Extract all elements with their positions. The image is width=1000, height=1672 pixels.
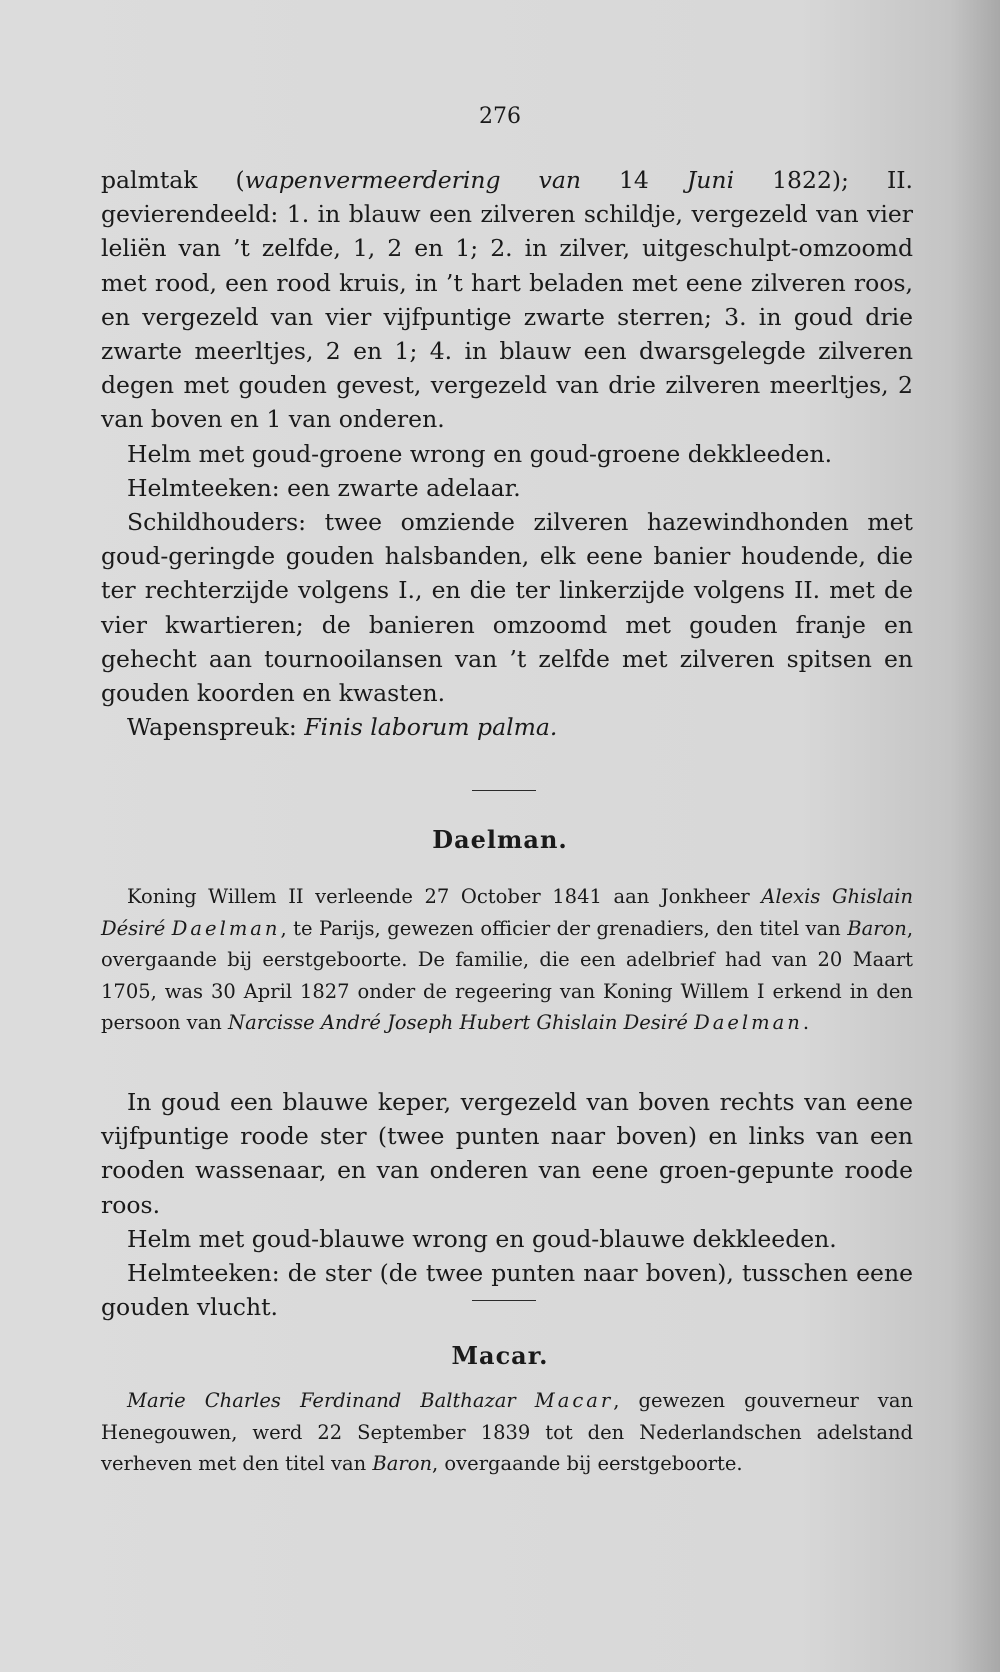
macar-intro-paragraph	[101, 1385, 913, 1480]
italic-run: Juni	[686, 166, 735, 194]
text-run: 14	[580, 166, 687, 194]
spaced-name: Macar	[534, 1389, 614, 1412]
text-run: , overgaande bij eerstgeboorte.	[432, 1452, 743, 1475]
spaced-name: Daelman	[694, 1011, 803, 1034]
page-number: 276	[479, 104, 521, 129]
daelman-blazon-paragraph: In goud een blauwe keper, vergezeld van boven rechts van eene vijfpuntige roode ster (twee punten naar boven) en links van een rooden wassenaar, en van onderen van eene groen-gepunte roode roos.	[101, 1088, 913, 1219]
daelman-intro	[101, 881, 913, 1039]
italic-run: Marie Charles Ferdinand Balthazar	[127, 1389, 516, 1412]
italic-run: wapenvermeerdering van	[244, 166, 581, 194]
text-run	[516, 1389, 535, 1412]
text-run: 1822); II. gevierendeeld: 1. in blauw een zilveren schildje, vergezeld van vier leliën van ’t zelfde, 1, 2 en 1; 2. in zilver, uitgeschulpt-omzoomd met rood, een rood kruis, in ’t hart beladen met eene zilveren roos, en vergezeld van vier vijfpuntige zwarte sterren; 3. in goud drie zwarte meerltjes, 2 en 1; 4. in blauw een dwarsgelegde zilveren degen met gouden gevest, vergezeld van drie zilveren meerltjes, 2 van boven en 1 van onderen.	[101, 166, 914, 434]
wapenspreuk-paragraph	[101, 710, 913, 744]
italic-run: Baron	[847, 916, 907, 940]
text-run: , gewezen gouverneur van Henegouwen, werd 22 September 1839 tot den Nederlandschen adelstand verheven met den titel van	[101, 1389, 914, 1475]
blazon-paragraph	[101, 163, 913, 437]
section-divider	[472, 790, 536, 791]
section-divider	[472, 1300, 536, 1301]
text-run: Wapenspreuk:	[127, 713, 305, 742]
schildhouders-paragraph: Schildhouders: twee omziende zilveren hazewindhonden met goud-geringde gouden halsbanden, elk eene banier houdende, die ter rechterzijde volgens I., en die ter linkerzijde volgens II. met de vier kwartieren; de banieren omzoomd met gouden franje en gehecht aan tournooilansen van ’t zelfde met zilveren spitsen en gouden koorden en kwasten.	[101, 508, 913, 708]
daelman-blazon	[101, 1085, 913, 1324]
italic-run: Narcisse André Joseph Hubert Ghislain Desiré	[228, 1011, 688, 1034]
helm-paragraph: Helm met goud-groene wrong en goud-groene dekkleeden.	[127, 439, 833, 468]
continued-text-block	[101, 163, 913, 744]
text-run: Koning Willem II verleende 27 October 1841 aan Jonkheer	[127, 885, 762, 908]
motto: Finis laborum palma.	[304, 713, 558, 742]
helmteeken-paragraph: Helmteeken: een zwarte adelaar.	[127, 473, 521, 502]
italic-run: Alexis Ghislain Désiré	[101, 885, 913, 940]
daelman-intro-paragraph	[101, 881, 913, 1039]
section-heading-daelman: Daelman.	[432, 825, 568, 854]
spaced-name: Daelman	[171, 916, 281, 940]
daelman-helm-paragraph: Helm met goud-blauwe wrong en goud-blauwe dekkleeden.	[127, 1224, 837, 1253]
text-run: palmtak (	[101, 166, 245, 194]
text-run: , te Parijs, gewezen officier der grenadiers, den titel van	[280, 916, 848, 940]
daelman-helmteeken-paragraph: Helmteeken: de ster (de twee punten naar boven), tusschen eene gouden vlucht.	[101, 1259, 913, 1322]
text-run: , overgaande bij eerstgeboorte. De familie, die een adelbrief had van 20 Maart 1705, was 30 April 1827 onder de regeering van Koning Willem I erkend in den persoon van	[101, 916, 914, 1034]
section-heading-macar: Macar.	[451, 1341, 549, 1370]
text-run: .	[802, 1011, 810, 1034]
italic-run: Baron	[372, 1452, 432, 1475]
macar-intro	[101, 1385, 913, 1480]
